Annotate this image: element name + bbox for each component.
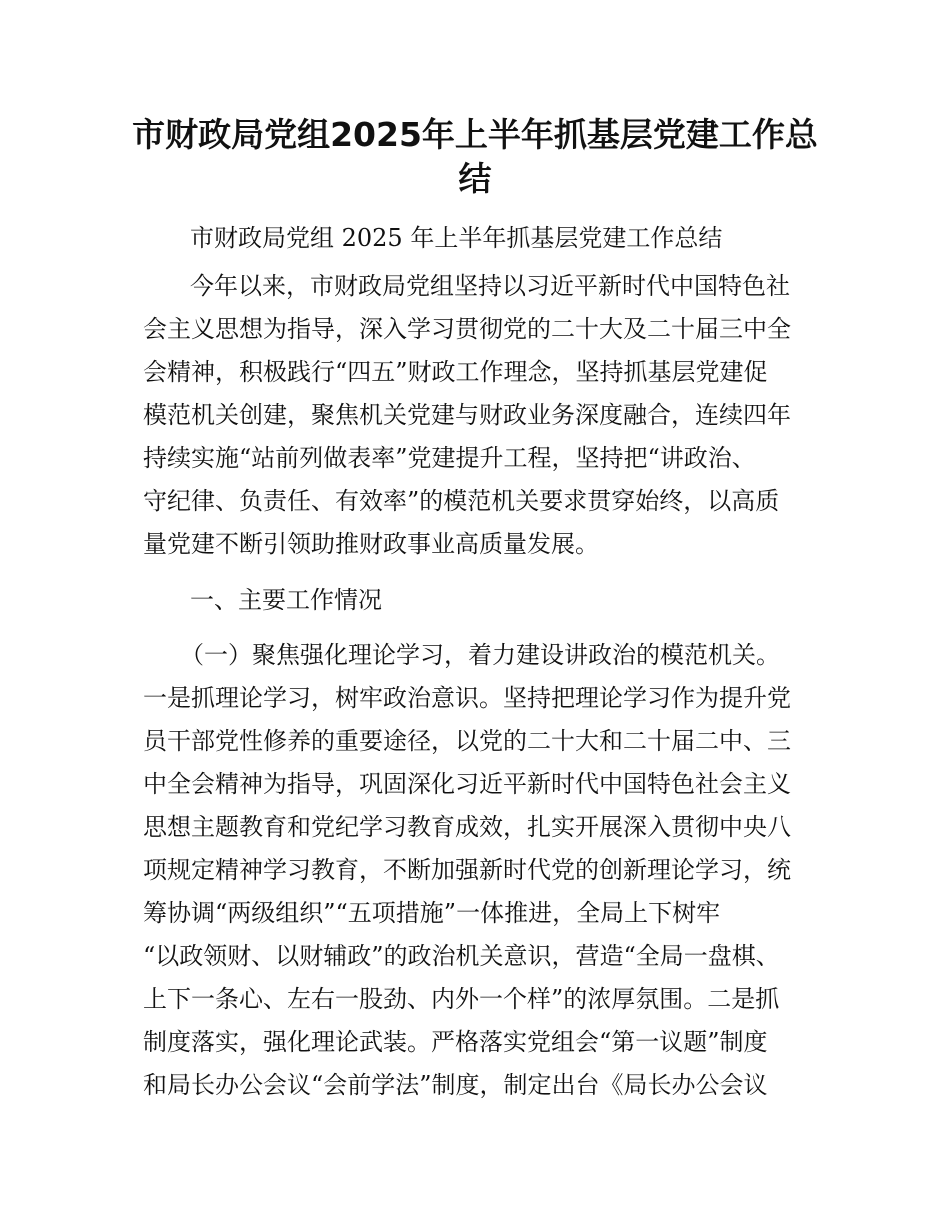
- body-line: 会精神，积极践行“四五”财政工作理念，坚持抓基层党建促: [143, 358, 768, 386]
- body-line: 员干部党性修养的重要途径，以党的二十大和二十届二中、三: [143, 727, 791, 755]
- body-line: 中全会精神为指导，巩固深化习近平新时代中国特色社会主义: [143, 770, 791, 798]
- body-line: 守纪律、负责任、有效率”的模范机关要求贯穿始终，以高质: [143, 487, 780, 515]
- body-line: 量党建不断引领助推财政事业高质量发展。: [143, 530, 599, 558]
- document-title-line-1: 市财政局党组2025年上半年抓基层党建工作总: [132, 115, 818, 154]
- body-line: 一是抓理论学习，树牢政治意识。坚持把理论学习作为提升党: [143, 684, 791, 712]
- body-line: 持续实施“站前列做表率”党建提升工程，坚持把“讲政治、: [143, 444, 756, 472]
- body-line: 和局长办公会议“会前学法”制度，制定出台《局长办公会议: [143, 1071, 768, 1099]
- body-line: 筹协调“两级组织”“五项措施”一体推进，全局上下树牢: [143, 899, 721, 927]
- body-line: “以政领财、以财辅政”的政治机关意识，营造“全局一盘棋、: [143, 942, 780, 970]
- body-line: 今年以来，市财政局党组坚持以习近平新时代中国特色社: [190, 272, 790, 300]
- body-line: 模范机关创建，聚焦机关党建与财政业务深度融合，连续四年: [143, 401, 791, 429]
- body-line: 思想主题教育和党纪学习教育成效，扎实开展深入贯彻中央八: [143, 813, 791, 841]
- body-line: 上下一条心、左右一股劲、内外一个样”的浓厚氛围。二是抓: [143, 985, 780, 1013]
- body-line: 项规定精神学习教育，不断加强新时代党的创新理论学习，统: [143, 856, 791, 884]
- body-line: 制度落实，强化理论武装。严格落实党组会“第一议题”制度: [143, 1028, 768, 1056]
- section-heading: 一、主要工作情况: [190, 586, 382, 614]
- body-line: 会主义思想为指导，深入学习贯彻党的二十大及二十届三中全: [143, 315, 791, 343]
- subsection-heading: （一）聚焦强化理论学习，着力建设讲政治的模范机关。: [180, 641, 780, 669]
- subtitle-line: 市财政局党组 2025 年上半年抓基层党建工作总结: [190, 224, 723, 252]
- document-title-line-2: 结: [458, 159, 492, 198]
